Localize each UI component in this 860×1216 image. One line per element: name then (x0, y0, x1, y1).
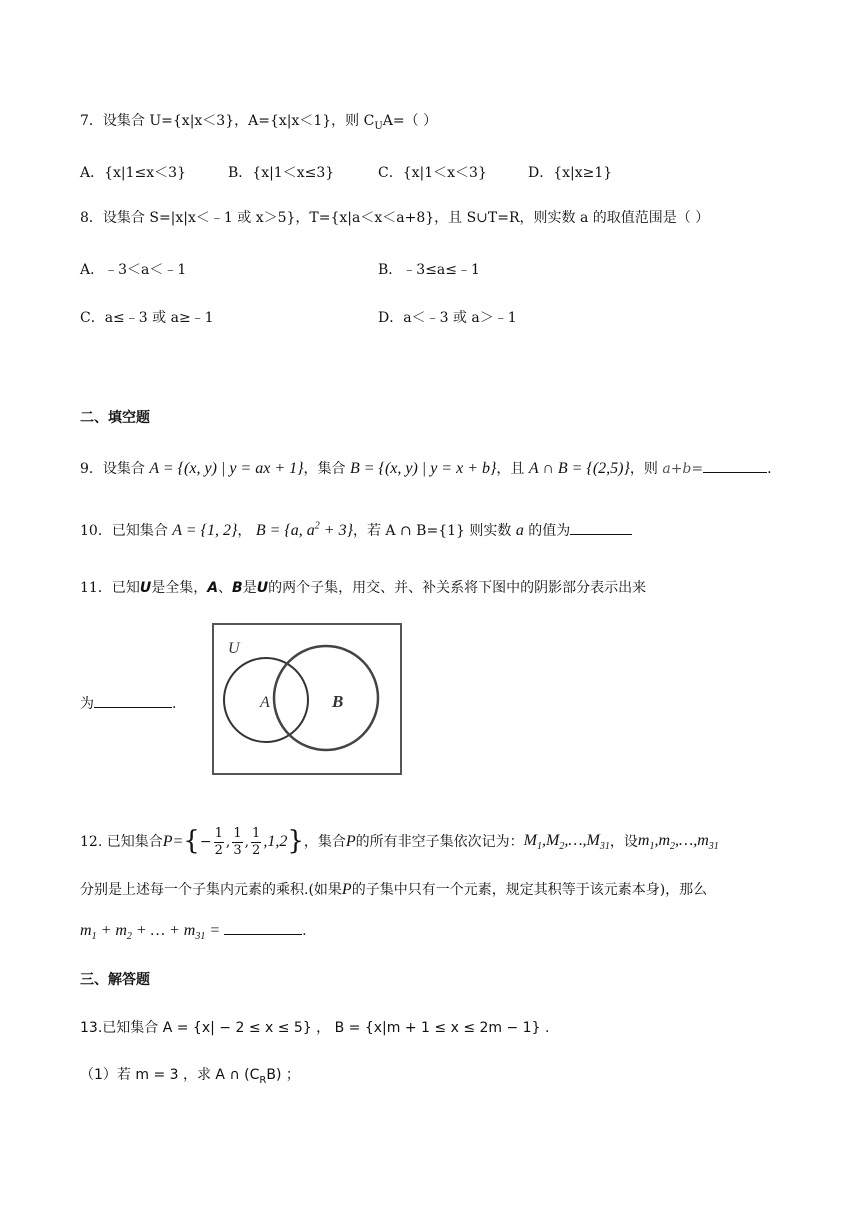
q10-stem: 10．已知集合 A = {1, 2}， B = {a, $a^2 + 3$}，若 A ∩ B={1} 则实数 a 的值为 (80, 520, 632, 540)
q12-sum-line: $m_1 + m_2$ + … + $m_{31}$ = . (80, 922, 307, 943)
section-heading-answer: 三、解答题 (80, 972, 150, 988)
q7-option-b: B．{x|1＜x≤3} (228, 165, 335, 181)
q12-stem: 12. 已知集合 P = { − $\frac{1}{2}$ , $\frac{1}{3}$ , $\frac{1}{2}$ ,1,2 } ，集合 P 的所有非空子集依次记为： $M_1,M_2,\dots,M_{31}$ ，设 $m_1,m_2,\dots,m_{31}$ (80, 825, 719, 858)
q9-answer-blank[interactable] (703, 458, 767, 473)
q8-option-b: B．﹣3≤a≤﹣1 (378, 262, 480, 278)
venn-label-a: A (260, 694, 270, 711)
q9-intersection: A ∩ B = {(2,5)} (528, 460, 630, 477)
q12-m-lower-list: $m_1,m_2,\dots,m_{31}$ (637, 831, 719, 853)
q7-option-a: A．{x|1≤x＜3} (80, 165, 186, 181)
venn-label-b: B (332, 692, 344, 711)
q12-answer-blank[interactable] (224, 920, 302, 935)
q10-answer-blank[interactable] (570, 520, 632, 535)
q12-line2: 分别是上述每一个子集内元素的乘积.(如果P的子集中只有一个元素，规定其积等于该元素本身)，那么 (80, 881, 708, 898)
venn-circle-b (274, 646, 378, 750)
q11-answer-line: 为 . (80, 693, 176, 713)
q8-option-d: D．a＜﹣3 或 a＞﹣1 (378, 310, 517, 326)
q8-stem: 8．设集合 S=|x|x＜﹣1 或 x＞5}，T={x|a＜x＜a+8}，且 S∪T=R，则实数 a 的取值范围是（ ） (80, 210, 710, 226)
venn-diagram (212, 623, 402, 775)
q11-answer-blank[interactable] (94, 693, 172, 708)
q8-option-c: C．a≤﹣3 或 a≥﹣1 (80, 310, 214, 326)
venn-label-u: U (228, 640, 240, 657)
q12-brace-open: { (183, 826, 200, 857)
q12-brace-close: } (287, 826, 304, 857)
q11-stem: 11．已知U是全集，A、B是U的两个子集，用交、并、补关系将下图中的阴影部分表示出来 (80, 580, 647, 596)
q10-set-a: A = {1, 2} (172, 522, 238, 539)
q9-ask: a+b= (662, 461, 704, 477)
section-heading-fill-in: 二、填空题 (80, 410, 150, 426)
q8-option-a: A．﹣3＜a＜﹣1 (80, 262, 187, 278)
venn-svg (214, 625, 400, 773)
q12-frac-2: $\frac{1}{3}$ (233, 825, 242, 858)
q12-frac-1: − $\frac{1}{2}$ (199, 825, 223, 858)
q13-part1: （1）若 m = 3 ，求 A ∩ $(C_RB)$ ； (80, 1067, 300, 1086)
q12-m-list: $M_1,M_2,\dots,M_{31}$ (523, 831, 610, 853)
q7-option-d: D．{x|x≥1} (528, 165, 613, 181)
q9-set-a: A = {(x, y) | y = ax + 1} (149, 460, 304, 477)
q9-set-b: B = {(x, y) | y = x + b} (349, 460, 497, 477)
q9-stem: 9．设集合 A = {(x, y) | y = ax + 1}，集合 B = {(x, y) | y = x + b}，且 A ∩ B = {(2,5)}，则 a+b= . (80, 460, 772, 477)
q13-stem: 13.已知集合 A = {x| − 2 ≤ x ≤ 5} ， B = {x|m + 1 ≤ x ≤ 2m − 1} . (80, 1020, 550, 1036)
q7-stem: 7．设集合 U={x|x＜3}，A={x|x＜1}，则 $C_UA=$（ ） (80, 113, 438, 132)
q7-option-c: C．{x|1＜x＜3} (378, 165, 487, 181)
q12-frac-3: $\frac{1}{2}$ (252, 825, 261, 858)
q10-set-b: B = {a, $a^2 + 3$} (255, 520, 353, 539)
